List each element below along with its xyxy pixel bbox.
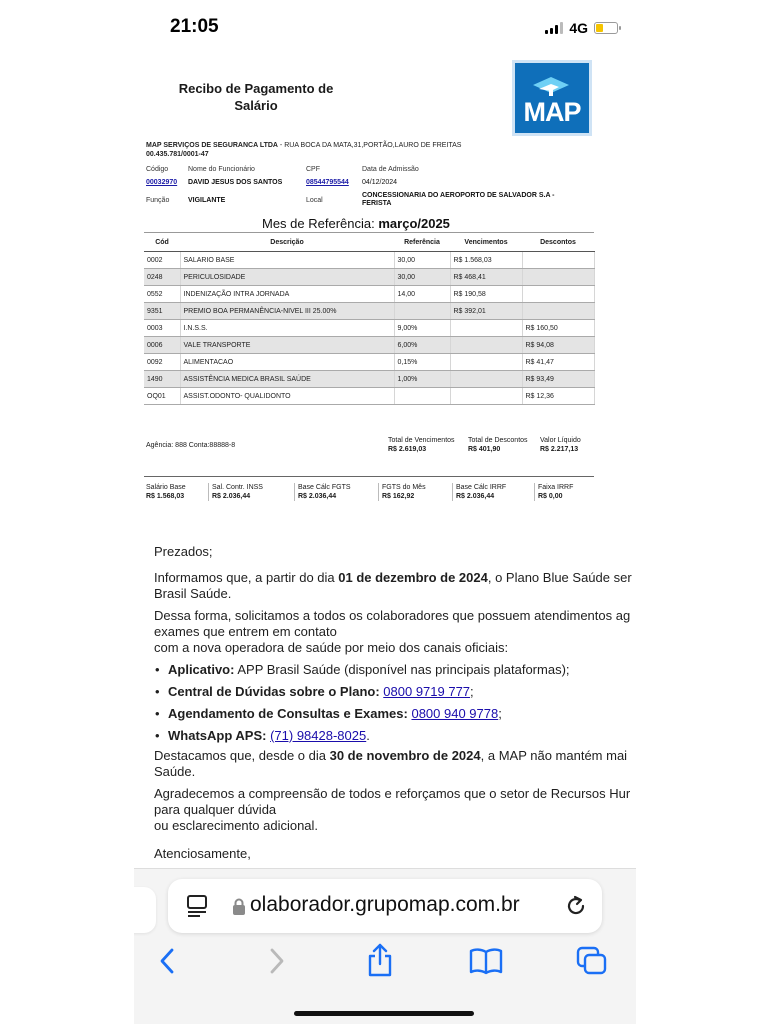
label-admissao: Data de Admissão [362,166,419,173]
map-logo [512,60,592,136]
phone-link-whatsapp[interactable]: (71) 98428-8025 [270,728,367,743]
paragraph-4: Agradecemos a compreensão de todos e reforçamos que o setor de Recursos Hur para qualquer dúvida ou esclarecimento adicional. [154,786,631,833]
table-cell: R$ 392,01 [450,303,522,320]
reload-icon[interactable] [564,894,588,918]
browser-toolbar [134,868,636,1024]
bookmarks-icon[interactable] [468,947,504,975]
logo-text: MAP [523,97,581,127]
table-cell: 6,00% [394,337,450,354]
table-row [144,388,594,405]
paragraph-2: Dessa forma, solicitamos a todos os colaboradores que possuem atendimentos ag exames que entrem em contato com a nova operadora de saúde por meio dos canais oficiais: [154,608,631,655]
company-address: - RUA BOCA DA MATA,31,PORTÃO,LAURO DE FREITAS [277,142,462,149]
total-label: Total de Descontos [468,437,528,444]
table-cell [450,371,522,388]
network-type: 4G [569,20,588,36]
table-row [144,371,594,388]
value-admissao: 04/12/2024 [362,179,398,186]
value-local: CONCESSIONARIA DO AEROPORTO DE SALVADOR S.A - FERISTA [362,192,555,207]
base-value: R$ 162,92 [382,493,415,500]
battery-icon [594,22,618,34]
company-cnpj: 00.435.781/0001-47 [146,151,209,158]
share-icon[interactable] [366,943,394,977]
bullet-agendamento: • Agendamento de Consultas e Exames: 0800 940 9778; [154,706,636,722]
base-4 [452,483,506,501]
table-cell: R$ 93,49 [522,371,594,388]
table-cell: 1,00% [394,371,450,388]
phone-link-agendamento[interactable]: 0800 940 9778 [411,706,499,721]
table-cell: 0,15% [394,354,450,371]
table-row [144,252,594,269]
paragraph-3: Destacamos que, desde o dia 30 de novembro de 2024, a MAP não mantém mai Saúde. [154,748,628,779]
tabs-icon[interactable] [576,946,608,976]
table-cell [522,303,594,320]
base-3 [378,483,426,501]
url-text: olaborador.grupomap.com.br [250,893,520,916]
total-value: R$ 2.217,13 [540,446,579,453]
table-cell: R$ 468,41 [450,269,522,286]
table-cell: 14,00 [394,286,450,303]
table-cell: 0248 [144,269,180,286]
home-indicator [294,1011,474,1016]
table-cell: ALIMENTACAO [180,354,394,371]
table-cell: 30,00 [394,252,450,269]
bases-row [144,476,594,507]
signal-icon [545,22,563,34]
paragraph-1: Informamos que, a partir do dia 01 de dezembro de 2024, o Plano Blue Saúde ser Brasil Saúde. [154,570,632,601]
table-cell: 0092 [144,354,180,371]
table-cell [394,303,450,320]
table-row [144,303,594,320]
base-value: R$ 0,00 [538,493,563,500]
table-cell [450,337,522,354]
bullet-whatsapp: • WhatsApp APS: (71) 98428-8025. [154,728,636,744]
table-row [144,337,594,354]
table-cell: R$ 94,08 [522,337,594,354]
table-cell: 1490 [144,371,180,388]
total-1 [468,436,528,454]
email-body [154,544,636,862]
table-cell: ASSISTÊNCIA MEDICA BRASIL SAÚDE [180,371,394,388]
table-cell: 9,00% [394,320,450,337]
base-label: Faixa IRRF [538,484,574,491]
column-header: Cód [144,233,180,252]
label-local: Local [306,197,323,204]
table-cell: 30,00 [394,269,450,286]
table-cell: SALARIO BASE [180,252,394,269]
value-funcao: VIGILANTE [188,197,226,204]
table-cell: 0003 [144,320,180,337]
payslip-title: Recibo de Pagamento de Salário [178,81,334,113]
reference-month [262,216,450,231]
label-nome: Nome do Funcionário [188,166,255,173]
total-0 [388,436,455,454]
table-cell: R$ 190,58 [450,286,522,303]
value-codigo[interactable]: 00032970 [146,179,178,186]
company-name: MAP SERVIÇOS DE SEGURANCA LTDA [146,142,278,149]
table-cell: R$ 12,36 [522,388,594,405]
column-header: Descontos [522,233,594,252]
table-cell: R$ 1.568,03 [450,252,522,269]
base-value: R$ 2.036,44 [456,493,495,500]
previous-tab-edge[interactable] [134,887,156,933]
bullet-app: • Aplicativo: APP Brasil Saúde (disponível nas principais plataformas); [154,662,636,678]
phone-screen [134,0,636,1024]
table-cell: I.N.S.S. [180,320,394,337]
table-cell: 9351 [144,303,180,320]
base-value: R$ 2.036,44 [298,493,337,500]
status-time: 21:05 [170,16,219,37]
status-icons [545,20,618,36]
lock-icon [232,898,246,915]
base-1 [208,483,263,501]
table-row [144,320,594,337]
value-nome: DAVID JESUS DOS SANTOS [188,179,283,186]
total-2 [540,436,581,454]
table-cell: 0006 [144,337,180,354]
value-cpf[interactable]: 08544795544 [306,179,349,186]
page-menu-icon[interactable] [186,894,208,918]
table-row [144,286,594,303]
total-value: R$ 2.619,03 [388,446,427,453]
base-5 [534,483,573,501]
table-cell [450,388,522,405]
greeting: Prezados; [154,544,213,559]
table-cell: OQ01 [144,388,180,405]
label-funcao: Função [146,197,170,204]
payslip [144,56,596,512]
table-cell: 0002 [144,252,180,269]
table-cell: INDENIZAÇÃO INTRA JORNADA [180,286,394,303]
company-info [146,141,546,159]
base-label: Base Cálc IRRF [456,484,507,491]
total-value: R$ 401,90 [468,446,501,453]
address-bar[interactable] [168,879,602,933]
table-cell [394,388,450,405]
base-value: R$ 1.568,03 [146,493,185,500]
table-cell: R$ 160,50 [522,320,594,337]
table-cell [522,252,594,269]
column-header: Descrição [180,233,394,252]
base-2 [294,483,351,501]
table-row [144,354,594,371]
table-cell: 0552 [144,286,180,303]
table-cell [450,354,522,371]
reference-value: março/2025 [378,216,450,231]
label-codigo: Código [146,166,169,173]
base-label: Base Cálc FGTS [298,484,351,491]
base-label: Salário Base [146,484,186,491]
logo-mark-icon [529,75,573,97]
closing: Atenciosamente, [154,846,251,861]
bullet-central: • Central de Dúvidas sobre o Plano: 0800 9719 777; [154,684,636,700]
back-icon[interactable] [158,947,178,975]
base-0 [144,483,186,501]
column-header: Referência [394,233,450,252]
bank-account: Agência: 888 Conta:88888-8 [146,442,236,449]
phone-link-central[interactable]: 0800 9719 777 [383,684,471,699]
reference-label: Mes de Referência: [262,216,375,231]
table-cell [522,269,594,286]
table-cell: VALE TRANSPORTE [180,337,394,354]
table-cell: R$ 41,47 [522,354,594,371]
total-label: Total de Vencimentos [388,437,455,444]
table-cell: PERICULOSIDADE [180,269,394,286]
table-cell [450,320,522,337]
total-label: Valor Líquido [540,437,581,444]
forward-icon[interactable] [266,947,286,975]
table-row [144,269,594,286]
column-header: Vencimentos [450,233,522,252]
table-cell [522,286,594,303]
table-cell: PREMIO BOA PERMANÊNCIA-NIVEL III 25.00% [180,303,394,320]
label-cpf: CPF [306,166,320,173]
base-label: FGTS do Mês [382,484,426,491]
table-cell: ASSIST.ODONTO- QUALIDONTO [180,388,394,405]
base-value: R$ 2.036,44 [212,493,251,500]
payslip-table [144,232,595,405]
base-label: Sal. Contr. INSS [212,484,263,491]
